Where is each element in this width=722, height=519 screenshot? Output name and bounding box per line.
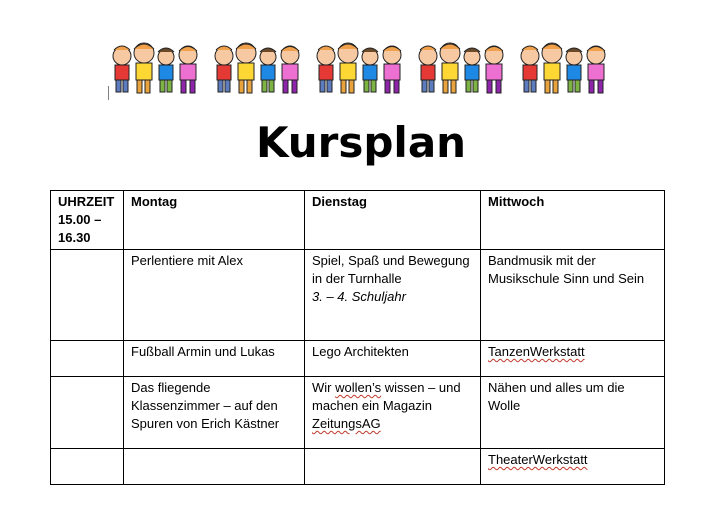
cell-mittwoch: Bandmusik mit der Musikschule Sinn und Sein <box>481 250 665 341</box>
course-name: Spiel, Spaß und Bewegung in der Turnhalle <box>312 253 470 286</box>
cell-dienstag <box>305 449 481 485</box>
column-header-montag: Montag <box>124 191 305 250</box>
children-banner-image <box>108 40 618 100</box>
time-range-end: 16.30 <box>58 230 91 245</box>
cell-montag <box>124 449 305 485</box>
course-text-part: ZeitungsAG <box>312 416 381 431</box>
course-text-part: Wir <box>312 380 336 395</box>
course-name: TheaterWerkstatt <box>488 452 588 467</box>
course-name: TanzenWerkstatt <box>488 344 585 359</box>
child-figure-blue <box>158 48 174 92</box>
cell-montag: Fußball Armin und Lukas <box>124 341 305 377</box>
table-header-row <box>51 191 665 250</box>
time-cell <box>51 449 124 485</box>
cell-dienstag: Lego Architekten <box>305 341 481 377</box>
child-figure-red <box>113 46 131 92</box>
table-row <box>51 449 665 485</box>
page-title: Kursplan <box>255 118 467 167</box>
course-text-part: wissen – und machen ein Magazin <box>312 380 461 413</box>
time-cell <box>51 377 124 449</box>
table-row <box>51 250 665 341</box>
course-text-part: wollen’s <box>335 380 382 395</box>
cell-dienstag <box>305 377 481 449</box>
cell-mittwoch <box>481 341 665 377</box>
column-header-mittwoch: Mittwoch <box>481 191 665 250</box>
cell-mittwoch: Nähen und alles um die Wolle <box>481 377 665 449</box>
child-figure-yellow <box>134 43 154 93</box>
table-row <box>51 377 665 449</box>
cell-montag: Perlentiere mit Alex <box>124 250 305 341</box>
time-header-label: UHRZEIT <box>58 194 115 209</box>
table-row <box>51 341 665 377</box>
cell-mittwoch <box>481 449 665 485</box>
time-header-cell <box>51 191 124 250</box>
cell-dienstag <box>305 250 481 341</box>
time-cell <box>51 250 124 341</box>
cell-montag: Das fliegende Klassenzimmer – auf den Spuren von Erich Kästner <box>124 377 305 449</box>
child-figure-pink <box>179 46 197 93</box>
course-schedule-table <box>50 190 665 485</box>
column-header-dienstag: Dienstag <box>305 191 481 250</box>
time-range-start: 15.00 – <box>58 212 102 227</box>
grade-note: 3. – 4. Schuljahr <box>312 289 406 304</box>
time-cell <box>51 341 124 377</box>
